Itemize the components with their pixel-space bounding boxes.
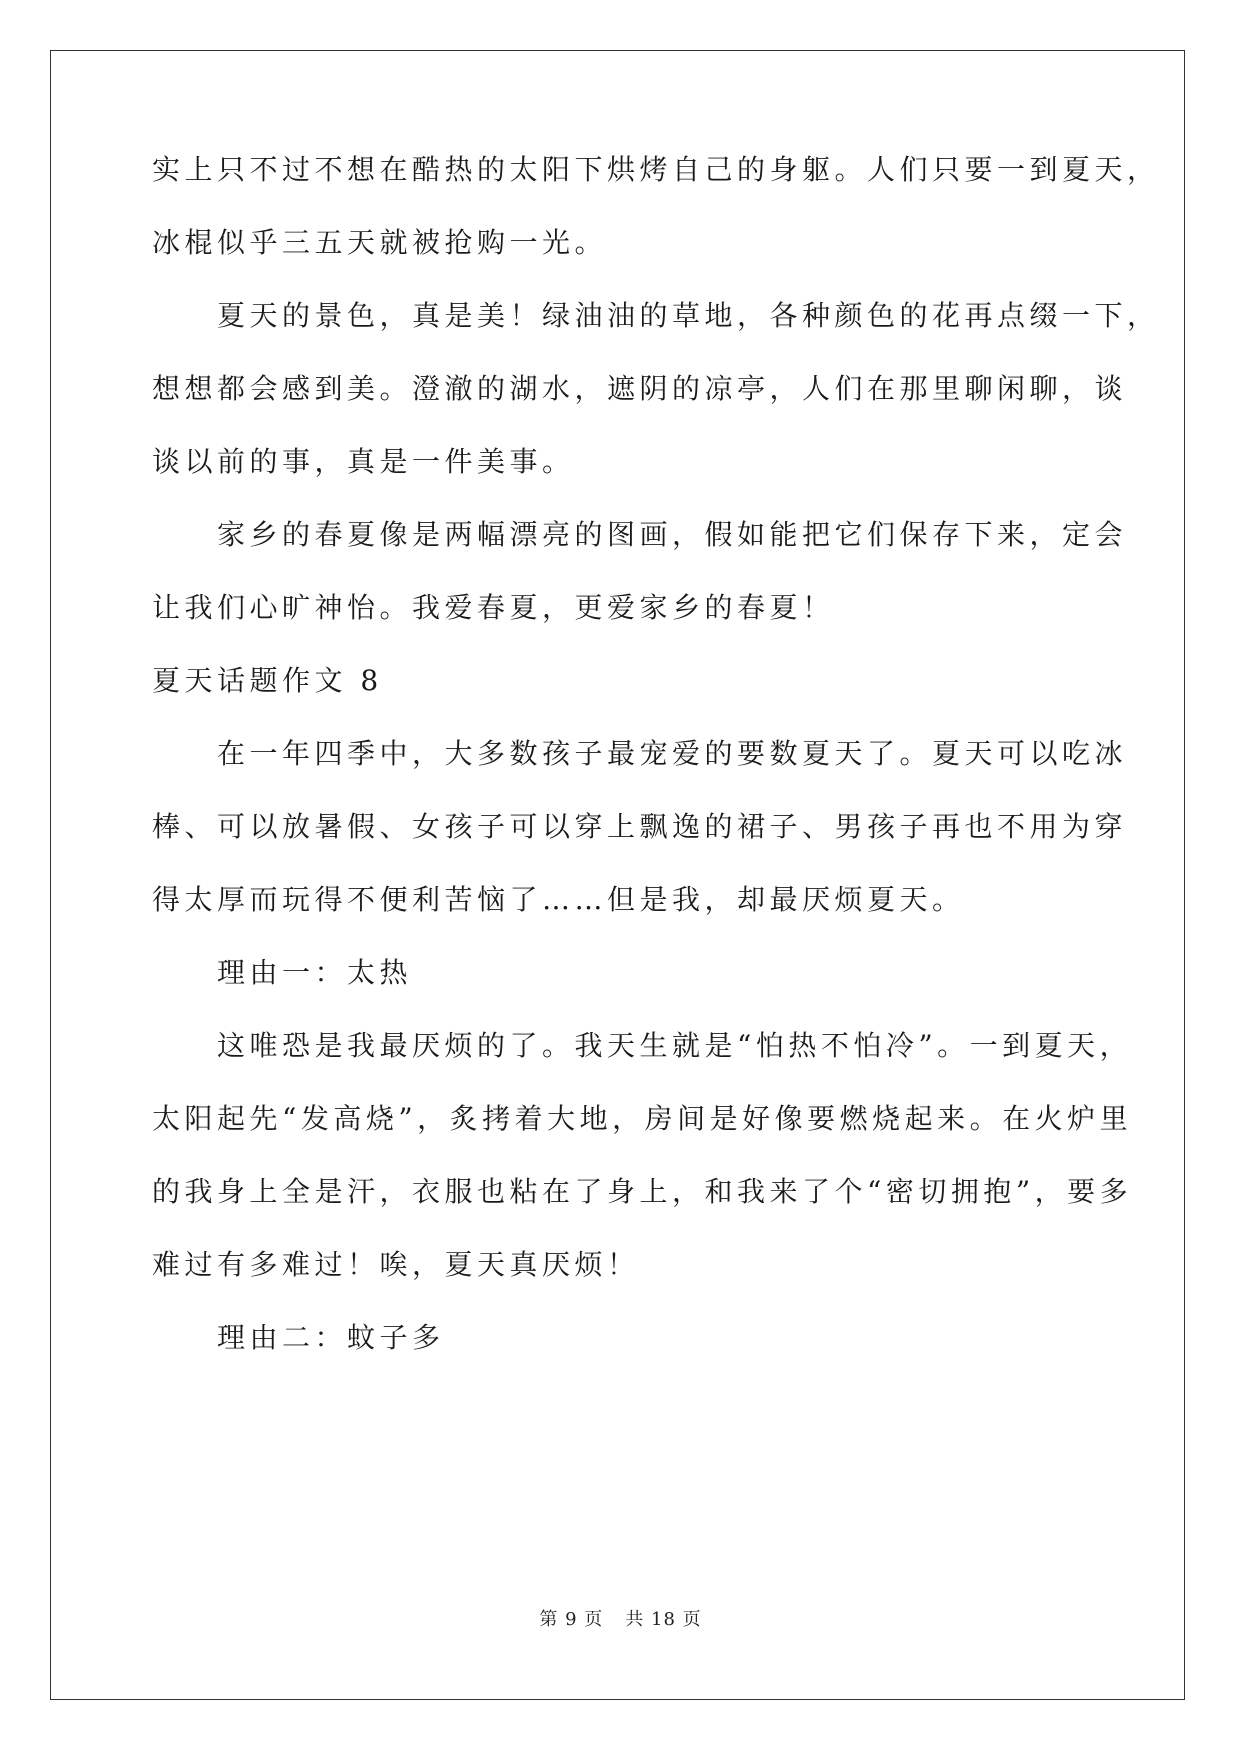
text-line: 谈以前的事，真是一件美事。 <box>152 445 575 478</box>
text-line: 想想都会感到美。澄澈的湖水，遮阴的凉亭，人们在那里聊闲聊，谈 <box>152 372 1128 405</box>
text-line: 这唯恐是我最厌烦的了。我天生就是“怕热不怕冷”。一到夏天， <box>152 1029 1133 1062</box>
text-line: 实上只不过不想在酷热的太阳下烘烤自己的身躯。人们只要一到夏天， <box>152 153 1160 186</box>
text-line: 在一年四季中，大多数孩子最宠爱的要数夏天了。夏天可以吃冰 <box>152 737 1128 770</box>
page-number: 第 9 页 <box>539 1609 604 1630</box>
text-line: 理由二：蚊子多 <box>152 1321 445 1354</box>
text-line: 夏天的景色，真是美！绿油油的草地，各种颜色的花再点缀一下， <box>152 299 1160 332</box>
text-line: 棒、可以放暑假、女孩子可以穿上飘逸的裙子、男孩子再也不用为穿 <box>152 810 1128 843</box>
text-line: 难过有多难过！唉，夏天真厌烦！ <box>152 1248 640 1281</box>
text-line: 太阳起先“发高烧”，炙拷着大地，房间是好像要燃烧起来。在火炉里 <box>152 1102 1133 1135</box>
section-heading: 夏天话题作文 8 <box>152 664 383 697</box>
page-footer <box>0 1605 1241 1631</box>
text-line: 的我身上全是汗，衣服也粘在了身上，和我来了个“密切拥抱”，要多 <box>152 1175 1133 1208</box>
text-line: 冰棍似乎三五天就被抢购一光。 <box>152 226 608 259</box>
text-line: 家乡的春夏像是两幅漂亮的图画，假如能把它们保存下来，定会 <box>152 518 1128 551</box>
text-line: 让我们心旷神怡。我爱春夏，更爱家乡的春夏！ <box>152 591 835 624</box>
text-line: 得太厚而玩得不便利苦恼了……但是我，却最厌烦夏天。 <box>152 883 965 916</box>
text-line: 理由一：太热 <box>152 956 413 989</box>
page-total: 共 18 页 <box>625 1609 702 1630</box>
